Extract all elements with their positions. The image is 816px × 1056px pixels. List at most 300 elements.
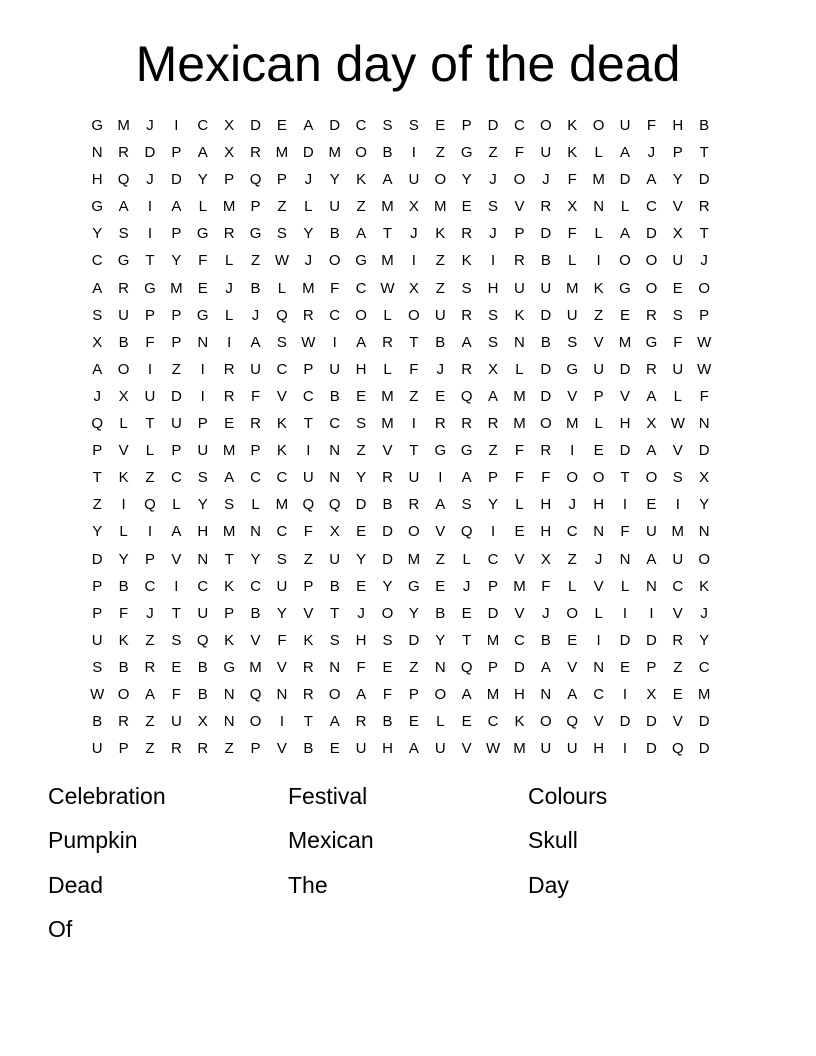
grid-letter: S [672, 469, 683, 487]
grid-letter: G [196, 225, 209, 243]
grid-letter: O [408, 523, 420, 541]
grid-letter: Z [488, 442, 498, 460]
grid-letter: I [490, 523, 496, 541]
grid-letter: P [171, 333, 182, 351]
grid-letter: K [118, 469, 129, 487]
grid-letter: Z [435, 252, 445, 270]
grid-letter: I [147, 198, 153, 216]
grid-letter: C [355, 279, 367, 297]
grid-letter: Z [409, 658, 419, 676]
grid-letter: D [540, 225, 552, 243]
grid-letter: A [118, 198, 129, 216]
grid-letter: W [670, 415, 685, 433]
grid-letter: D [619, 360, 631, 378]
grid-letter: X [224, 144, 235, 162]
grid-letter: L [383, 306, 392, 324]
grid-letter: U [434, 306, 446, 324]
grid-letter: P [699, 306, 710, 324]
grid-letter: P [197, 415, 208, 433]
grid-letter: C [276, 523, 288, 541]
grid-letter: D [540, 387, 552, 405]
grid-letter: U [91, 631, 103, 649]
grid-letter: X [408, 198, 419, 216]
grid-letter: M [381, 387, 394, 405]
grid-letter: Y [329, 171, 340, 189]
grid-letter: Y [171, 252, 182, 270]
grid-letter: S [224, 496, 235, 514]
grid-letter: U [540, 740, 552, 758]
grid-letter: L [224, 306, 234, 324]
grid-letter: V [171, 550, 182, 568]
grid-letter: O [645, 469, 658, 487]
grid-letter: N [329, 442, 341, 460]
grid-letter: B [92, 713, 103, 731]
grid-letter: G [91, 198, 104, 216]
word-list-item: Dead [48, 871, 103, 898]
grid-letter: Z [356, 442, 366, 460]
grid-letter: U [197, 604, 209, 622]
grid-letter: C [355, 117, 367, 134]
grid-letter: Q [249, 171, 262, 189]
grid-letter: M [222, 442, 236, 460]
grid-letter: B [118, 577, 129, 595]
grid-letter: O [698, 550, 711, 568]
grid-letter: Z [409, 387, 419, 405]
grid-letter: U [593, 360, 605, 378]
grid-letter: U [118, 306, 129, 324]
grid-letter: X [646, 415, 657, 433]
grid-letter: C [250, 469, 261, 487]
grid-letter: V [461, 740, 472, 758]
grid-letter: W [697, 360, 712, 378]
grid-letter: I [200, 360, 205, 378]
grid-letter: L [145, 442, 155, 460]
grid-letter: P [593, 387, 604, 405]
grid-letter: B [435, 604, 446, 622]
grid-letter: D [645, 225, 657, 243]
grid-letter: R [302, 685, 314, 703]
word-list-item: Of [48, 915, 73, 942]
grid-letter: S [461, 279, 472, 297]
grid-letter: B [118, 333, 129, 351]
grid-letter: S [488, 333, 499, 351]
grid-letter: P [646, 658, 657, 676]
grid-letter: D [487, 604, 499, 622]
grid-letter: I [596, 631, 601, 649]
grid-letter: Q [671, 740, 684, 758]
grid-letter: M [434, 198, 447, 216]
grid-letter: V [276, 387, 287, 405]
grid-letter: L [594, 144, 603, 162]
grid-letter: O [328, 252, 341, 270]
grid-letter: B [382, 496, 393, 514]
grid-letter: G [434, 442, 447, 460]
grid-letter: W [380, 279, 395, 297]
grid-letter: U [91, 740, 103, 758]
grid-letter: Z [435, 550, 445, 568]
grid-letter: E [461, 713, 472, 731]
grid-letter: F [514, 442, 525, 460]
grid-letter: D [408, 631, 420, 649]
grid-letter: R [540, 442, 552, 460]
grid-letter: R [302, 306, 314, 324]
grid-letter: K [593, 279, 604, 297]
grid-letter: L [383, 360, 392, 378]
grid-letter: P [408, 685, 419, 703]
grid-letter: C [170, 469, 182, 487]
grid-letter: E [408, 713, 419, 731]
grid-letter: H [487, 279, 499, 297]
grid-letter: F [145, 333, 155, 351]
grid-letter: K [224, 577, 235, 595]
grid-letter: L [119, 523, 128, 541]
grid-letter: Y [672, 171, 683, 189]
grid-letter: E [672, 685, 683, 703]
grid-letter: Y [92, 225, 103, 243]
grid-letter: G [249, 225, 262, 243]
grid-letter: G [460, 442, 473, 460]
grid-letter: O [381, 604, 394, 622]
grid-letter: X [197, 713, 208, 731]
grid-letter: A [620, 144, 631, 162]
grid-letter: R [118, 713, 129, 731]
grid-letter: E [356, 387, 367, 405]
grid-letter: F [330, 279, 340, 297]
grid-letter: B [435, 333, 446, 351]
grid-letter: M [407, 550, 421, 568]
grid-letter: P [250, 442, 261, 460]
grid-letter: G [619, 279, 631, 297]
grid-letter: E [514, 523, 525, 541]
grid-letter: Q [276, 306, 288, 324]
grid-letter: D [540, 306, 552, 324]
grid-letter: F [198, 252, 208, 270]
grid-letter: C [514, 631, 525, 649]
grid-letter: J [489, 225, 497, 243]
grid-letter: J [304, 252, 313, 270]
grid-letter: I [675, 496, 680, 514]
grid-letter: I [306, 442, 311, 460]
grid-letter: Y [197, 171, 208, 189]
grid-letter: N [329, 469, 341, 487]
grid-letter: E [461, 198, 472, 216]
grid-letter: Y [118, 550, 129, 568]
grid-letter: J [436, 360, 445, 378]
grid-letter: M [565, 279, 579, 297]
grid-letter: S [461, 496, 472, 514]
grid-letter: I [200, 387, 205, 405]
grid-letter: I [411, 252, 416, 270]
grid-letter: I [622, 685, 628, 703]
grid-letter: M [275, 496, 289, 514]
grid-letter: R [144, 658, 156, 676]
grid-letter: V [514, 550, 525, 568]
grid-letter: L [568, 252, 577, 270]
grid-letter: O [434, 171, 447, 189]
grid-letter: C [487, 550, 499, 568]
grid-letter: U [329, 550, 341, 568]
grid-letter: H [619, 415, 631, 433]
grid-letter: X [92, 333, 103, 351]
grid-letter: C [276, 469, 288, 487]
grid-letter: M [513, 740, 526, 758]
grid-letter: A [356, 225, 367, 243]
grid-letter: N [276, 685, 288, 703]
grid-letter: S [276, 550, 287, 568]
grid-letter: L [568, 577, 577, 595]
grid-letter: V [672, 604, 683, 622]
grid-letter: M [513, 387, 526, 405]
grid-letter: A [329, 713, 340, 731]
grid-letter: O [645, 252, 658, 270]
grid-letter: E [620, 658, 631, 676]
grid-letter: F [356, 658, 366, 676]
grid-letter: Z [303, 550, 313, 568]
grid-letter: E [461, 604, 472, 622]
grid-letter: P [250, 740, 261, 758]
grid-letter: P [118, 740, 129, 758]
grid-letter: A [646, 387, 657, 405]
grid-letter: T [92, 469, 102, 487]
grid-letter: J [93, 387, 101, 405]
grid-letter: F [673, 333, 683, 351]
grid-letter: P [276, 171, 287, 189]
grid-letter: U [645, 523, 657, 541]
word-list-item: Pumpkin [48, 827, 138, 854]
grid-letter: F [620, 523, 630, 541]
grid-letter: T [330, 604, 340, 622]
grid-letter: A [408, 740, 419, 758]
grid-letter: I [490, 252, 496, 270]
grid-letter: Q [196, 631, 209, 649]
grid-letter: J [225, 279, 233, 297]
grid-letter: G [408, 577, 420, 595]
grid-letter: A [461, 685, 472, 703]
grid-letter: K [461, 252, 472, 270]
grid-letter: F [567, 171, 577, 189]
grid-letter: S [276, 225, 287, 243]
grid-letter: V [620, 387, 631, 405]
grid-letter: S [488, 198, 499, 216]
grid-letter: R [645, 360, 657, 378]
grid-letter: W [274, 252, 290, 270]
grid-letter: P [461, 117, 472, 134]
grid-letter: S [488, 306, 499, 324]
grid-letter: P [92, 604, 103, 622]
grid-letter: K [303, 631, 314, 649]
grid-letter: A [92, 279, 103, 297]
grid-letter: P [144, 306, 155, 324]
grid-letter: N [91, 144, 103, 162]
grid-letter: C [302, 387, 314, 405]
grid-letter: H [514, 685, 525, 703]
grid-letter: R [223, 225, 235, 243]
grid-letter: C [250, 577, 261, 595]
grid-letter: P [171, 442, 182, 460]
grid-letter: B [382, 713, 393, 731]
grid-letter: O [540, 713, 552, 731]
grid-letter: C [698, 658, 710, 676]
grid-letter: I [622, 740, 628, 758]
grid-letter: M [117, 117, 130, 134]
grid-letter: Y [197, 496, 208, 514]
grid-letter: B [329, 577, 340, 595]
grid-letter: Y [461, 171, 472, 189]
grid-letter: R [672, 631, 684, 649]
grid-letter: D [382, 550, 393, 568]
grid-letter: P [303, 360, 314, 378]
grid-letter: B [382, 144, 393, 162]
grid-letter: D [619, 713, 631, 731]
grid-letter: J [146, 171, 154, 189]
grid-letter: Z [567, 550, 577, 568]
grid-letter: B [197, 658, 208, 676]
grid-letter: U [170, 713, 182, 731]
grid-letter: U [566, 306, 578, 324]
grid-letter: A [567, 685, 578, 703]
grid-letter: N [329, 658, 341, 676]
grid-letter: F [303, 523, 313, 541]
grid-letter: R [118, 144, 129, 162]
grid-letter: V [672, 713, 683, 731]
grid-letter: A [92, 360, 103, 378]
grid-letter: J [700, 604, 708, 622]
grid-letter: J [594, 550, 603, 568]
grid-letter: C [329, 415, 341, 433]
grid-letter: A [488, 387, 499, 405]
grid-letter: M [222, 523, 236, 541]
grid-letter: O [566, 469, 579, 487]
grid-letter: R [645, 306, 657, 324]
grid-letter: E [329, 740, 340, 758]
grid-letter: M [381, 415, 394, 433]
grid-letter: U [619, 117, 631, 134]
grid-letter: J [357, 604, 365, 622]
grid-letter: M [302, 279, 315, 297]
grid-letter: O [355, 144, 367, 162]
grid-letter: D [302, 144, 314, 162]
grid-letter: O [540, 415, 552, 433]
grid-letter: I [332, 333, 337, 351]
grid-letter: O [328, 685, 341, 703]
grid-letter: S [356, 415, 367, 433]
grid-letter: L [251, 496, 260, 514]
grid-letter: L [304, 198, 313, 216]
grid-letter: I [649, 604, 654, 622]
grid-letter: B [303, 740, 314, 758]
grid-letter: R [461, 360, 473, 378]
grid-letter: W [485, 740, 501, 758]
grid-letter: F [409, 360, 419, 378]
grid-letter: R [461, 306, 473, 324]
grid-letter: N [250, 523, 261, 541]
grid-letter: F [250, 387, 261, 405]
grid-letter: J [489, 171, 497, 189]
grid-letter: R [514, 252, 525, 270]
grid-letter: Z [145, 469, 155, 487]
grid-letter: G [117, 252, 130, 270]
grid-letter: Y [699, 631, 710, 649]
grid-letter: G [645, 333, 658, 351]
grid-letter: T [171, 604, 181, 622]
word-list-item: Mexican [288, 827, 374, 854]
grid-letter: V [250, 631, 261, 649]
grid-letter: M [697, 685, 711, 703]
grid-letter: P [303, 577, 314, 595]
grid-letter: L [620, 577, 630, 595]
grid-letter: L [594, 415, 603, 433]
grid-letter: J [410, 225, 418, 243]
grid-letter: K [356, 171, 367, 189]
grid-letter: D [645, 631, 657, 649]
grid-letter: P [514, 225, 525, 243]
grid-letter: R [250, 415, 261, 433]
grid-letter: C [645, 198, 657, 216]
grid-letter: B [118, 658, 129, 676]
grid-letter: H [540, 496, 552, 514]
grid-letter: Y [356, 469, 367, 487]
grid-letter: X [672, 225, 683, 243]
grid-letter: X [329, 523, 340, 541]
grid-letter: R [355, 713, 367, 731]
grid-letter: B [699, 117, 710, 134]
grid-letter: D [170, 387, 182, 405]
grid-letter: R [382, 469, 393, 487]
grid-letter: M [592, 171, 605, 189]
grid-letter: F [119, 604, 129, 622]
grid-letter: O [592, 117, 605, 134]
grid-letter: F [171, 685, 181, 703]
grid-letter: A [435, 496, 446, 514]
grid-letter: L [620, 198, 630, 216]
grid-letter: H [197, 523, 209, 541]
grid-letter: B [329, 225, 340, 243]
grid-letter: R [223, 360, 235, 378]
grid-letter: Z [145, 740, 155, 758]
grid-letter: N [645, 577, 657, 595]
grid-letter: N [593, 198, 605, 216]
grid-letter: J [146, 117, 154, 134]
grid-letter: R [382, 333, 393, 351]
grid-letter: M [513, 415, 526, 433]
grid-letter: V [567, 658, 578, 676]
grid-letter: E [197, 279, 208, 297]
grid-letter: V [276, 740, 287, 758]
grid-letter: M [486, 631, 500, 649]
grid-letter: R [118, 279, 129, 297]
grid-letter: A [461, 333, 472, 351]
grid-letter: M [381, 198, 394, 216]
grid-letter: P [488, 469, 499, 487]
grid-letter: O [540, 117, 552, 134]
grid-letter: R [170, 740, 182, 758]
grid-letter: J [462, 577, 471, 595]
grid-letter: Z [488, 144, 498, 162]
word-list-item: Skull [528, 827, 578, 854]
grid-letter: R [223, 387, 235, 405]
grid-letter: P [171, 144, 182, 162]
grid-letter: Q [460, 658, 473, 676]
grid-letter: R [408, 496, 420, 514]
grid-letter: K [276, 415, 287, 433]
grid-letter: E [672, 279, 683, 297]
grid-letter: Q [117, 171, 130, 189]
grid-letter: I [174, 117, 179, 134]
grid-letter: O [434, 685, 447, 703]
grid-letter: L [515, 496, 524, 514]
grid-letter: X [567, 198, 578, 216]
grid-letter: N [593, 523, 605, 541]
